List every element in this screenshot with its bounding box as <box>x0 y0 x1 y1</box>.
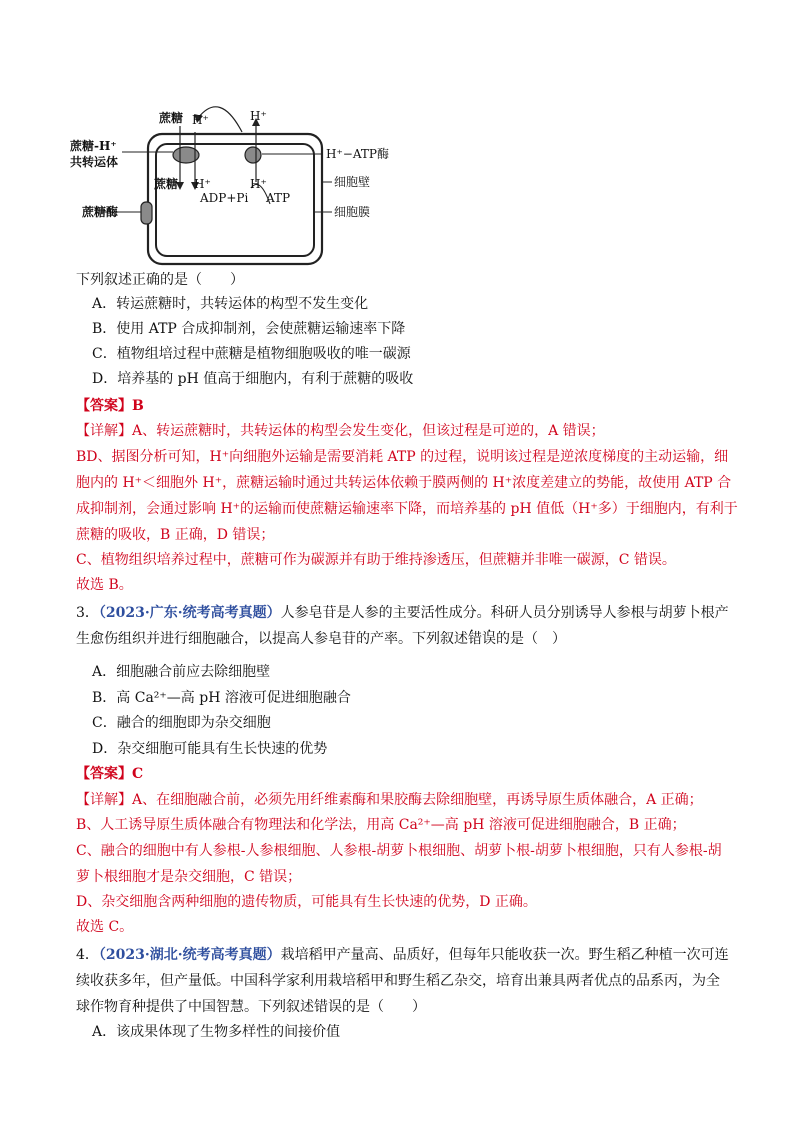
q4-stem-3: 球作物育种提供了中国智慧。下列叙述错误的是（ ） <box>76 999 426 1015</box>
q3-number: 3． <box>76 605 99 621</box>
q2-explain-7: 故选 B。 <box>76 577 133 593</box>
q3-option-c[interactable]: C．融合的细胞即为杂交细胞 <box>92 715 271 731</box>
q3-option-b[interactable]: B．高 Ca²⁺—高 pH 溶液可促进细胞融合 <box>92 690 351 706</box>
q2-explain-5: 蔗糖的吸收，B 正确，D 错误； <box>76 527 275 543</box>
q4-option-a[interactable]: A．该成果体现了生物多样性的间接价值 <box>92 1024 341 1040</box>
q3-option-a[interactable]: A．细胞融合前应去除细胞壁 <box>92 664 271 680</box>
label-sucrose-top: 蔗糖 <box>159 111 184 125</box>
q3-stem-1: 人参皂苷是人参的主要活性成分。科研人员分别诱导人参根与胡萝卜根产 <box>280 605 729 621</box>
q3-explain-3: C、融合的细胞中有人参根-人参根细胞、人参根-胡萝卜根细胞、胡萝卜根-胡萝卜根细胞，只有人参根-胡 <box>76 843 722 859</box>
q3-option-d[interactable]: D．杂交细胞可能具有生长快速的优势 <box>92 741 328 757</box>
label-cell-wall: 细胞壁 <box>334 175 371 189</box>
label-atpase: H⁺−ATP酶 <box>326 147 389 161</box>
q4-number: 4． <box>76 947 99 963</box>
q2-option-c[interactable]: C．植物组培过程中蔗糖是植物细胞吸收的唯一碳源 <box>92 346 411 362</box>
q3-answer: 【答案】C <box>76 766 144 782</box>
cell-transport-diagram <box>70 92 410 268</box>
q2-stem: 下列叙述正确的是（ ） <box>76 272 244 288</box>
q4-stem-1: 栽培稻甲产量高、品质好，但每年只能收获一次。野生稻乙种植一次可连 <box>280 947 729 963</box>
q3-stem-2b: 错误 • • <box>468 631 496 647</box>
q3-stem-2c: 的是（ ） <box>496 631 566 647</box>
label-h-in-right: H⁺ <box>250 177 267 191</box>
atpase-shape <box>245 147 261 163</box>
label-cell-membrane: 细胞膜 <box>334 205 371 219</box>
label-h-in-left: H⁺ <box>194 177 211 191</box>
q3-explain-6: 故选 C。 <box>76 919 134 935</box>
q3-stem-line-1 <box>76 603 729 623</box>
q3-explain-4: 萝卜根细胞才是杂交细胞，C 错误； <box>76 869 302 885</box>
label-sucrase: 蔗糖酶 <box>82 205 119 219</box>
q3-stem-line-2 <box>76 629 566 649</box>
sucrase-shape <box>141 202 152 224</box>
q3-explain-5: D、杂交细胞含两种细胞的遗传物质，可能具有生长快速的优势，D 正确。 <box>76 894 537 910</box>
q4-stem-line-1 <box>76 945 729 965</box>
label-cotransporter-2: 共转运体 <box>70 155 119 169</box>
label-atp: ATP <box>266 191 291 205</box>
q2-answer: 【答案】B <box>76 398 144 414</box>
q2-option-b[interactable]: B．使用 ATP 合成抑制剂，会使蔗糖运输速率下降 <box>92 321 406 337</box>
q2-option-d[interactable]: D．培养基的 pH 值高于细胞内，有利于蔗糖的吸收 <box>92 371 414 387</box>
q2-explain-6: C、植物组织培养过程中，蔗糖可作为碳源并有助于维持渗透压，但蔗糖并非唯一碳源，C 错误。 <box>76 552 676 568</box>
q3-source: （2023·广东·统考高考真题） <box>98 605 281 621</box>
q3-stem-2a: 生愈伤组织并进行细胞融合，以提高人参皂苷的产率。下列叙述 <box>76 631 468 647</box>
q4-source: （2023·湖北·统考高考真题） <box>98 947 281 963</box>
label-h-top-left: H⁺ <box>192 113 209 127</box>
q4-stem-2: 续收获多年，但产量低。中国科学家利用栽培稻甲和野生稻乙杂交，培育出兼具两者优点的品系丙，为全 <box>76 973 720 989</box>
q2-explain-2: BD、据图分析可知，H⁺向细胞外运输是需要消耗 ATP 的过程，说明该过程是逆浓度梯度的主动运输，细 <box>76 449 729 465</box>
q2-explain-1: 【详解】A、转运蔗糖时，共转运体的构型会发生变化，但该过程是可逆的，A 错误； <box>76 423 605 439</box>
q2-option-a[interactable]: A．转运蔗糖时，共转运体的构型不发生变化 <box>92 296 369 312</box>
label-cotransporter-1: 蔗糖-H⁺ <box>70 139 117 153</box>
q3-explain-2: B、人工诱导原生质体融合有物理法和化学法，用高 Ca²⁺—高 pH 溶液可促进细胞融合，B 正确； <box>76 817 686 833</box>
q2-explain-4: 成抑制剂，会通过影响 H⁺的运输而使蔗糖运输速率下降，而培养基的 pH 值低（H⁺多）于细胞内，有利于 <box>76 501 738 517</box>
q3-explain-1: 【详解】A、在细胞融合前，必须先用纤维素酶和果胶酶去除细胞壁，再诱导原生质体融合，A 正确； <box>76 792 703 808</box>
label-h-top-right: H⁺ <box>250 109 267 123</box>
label-adp: ADP+Pi <box>200 191 249 205</box>
q2-explain-3: 胞内的 H⁺＜细胞外 H⁺，蔗糖运输时通过共转运体依赖于膜两侧的 H⁺浓度差建立的势能，故使用 ATP 合 <box>76 475 732 491</box>
label-sucrose-in: 蔗糖 <box>154 177 179 191</box>
